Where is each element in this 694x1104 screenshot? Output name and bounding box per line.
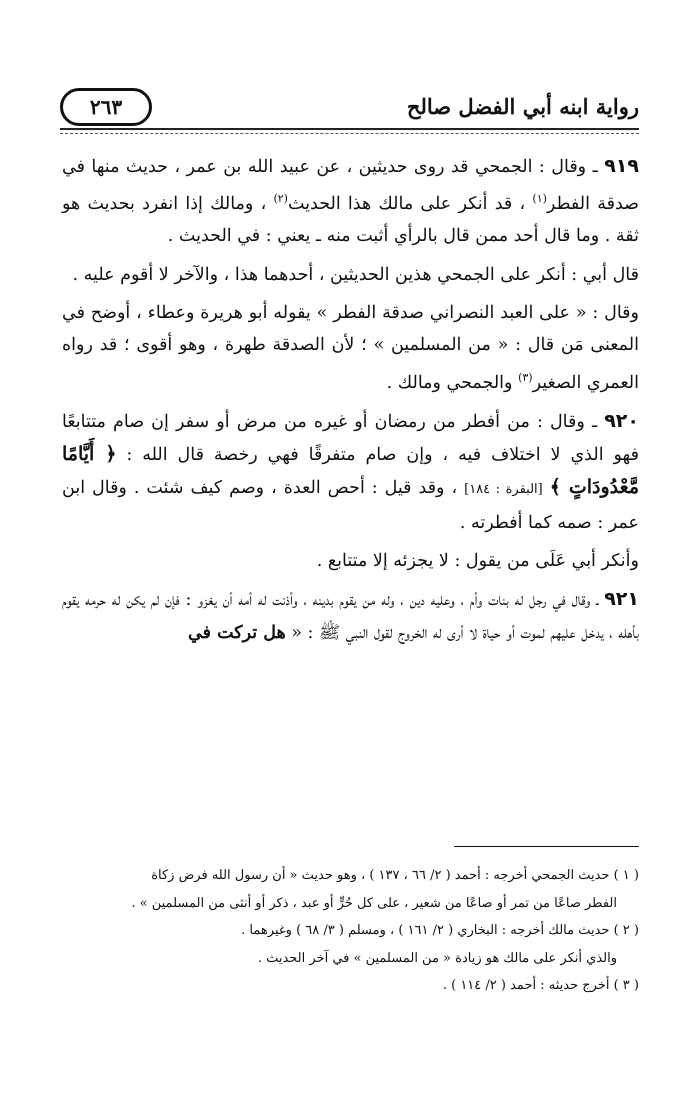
footnote-1: ( ١ ) حديث الجمحي أخرجه : أحمد ( ٢/ ٦٦ ، ١٣٧ ) ، وهو حديث « أن رسول الله فرض زكاة: [151, 868, 639, 883]
text-segment: ـ وقال في رجل له بنات وأم ، وعليه دين ، وله من يقوم بدينه ، وأذنت له أمه أن يغزو : فإن لم يكن له حرمه يقوم بأهله ، يدخل عليهم لموت أو حياة لا أرى له الخروج لقول النبي ﷺ : «: [62, 590, 639, 643]
footnote-3: ( ٣ ) أخرج حديثه : أحمد ( ٢/ ١١٤ ) .: [442, 978, 639, 993]
entry-number: ٩١٩: [604, 155, 639, 177]
main-text: [62, 150, 639, 655]
paragraph-920: [62, 405, 639, 539]
quran-verse: ﴿ أَيَّامًا مَّعْدُودَاتٍ ﴾: [62, 443, 639, 499]
footnote-2: ( ٢ ) حديث مالك أخرجه : البخاري ( ٢/ ١٦١ ) ، ومسلم ( ٣/ ٦٨ ) وغيرهما .: [241, 923, 639, 938]
paragraph-921: [62, 583, 639, 649]
footnote-marker: (١): [532, 192, 547, 206]
text-segment: ، وقد قيل : أحص العدة ، وصم كيف شئت . وقال ابن عمر : صمه كما أفطرته .: [62, 478, 639, 533]
text-segment: والجمحي ومالك .: [386, 372, 513, 393]
paragraph-919-b: قال أبي : أنكر على الجمحي هذين الحديثين ، أحدهما هذا ، والآخر لا أقوم عليه .: [72, 264, 639, 285]
text-segment: ـ وقال : الجمحي قد روى حديثين ، عن عبيد الله بن عمر ، حديث منها في صدقة الفطر: [62, 157, 639, 215]
verse-reference: [البقرة : ١٨٤]: [464, 482, 543, 498]
footnote-2-cont: والذي أنكر على مالك هو زيادة « من المسلمين » في آخر الحديث .: [257, 950, 617, 966]
entry-number: ٩٢١: [604, 588, 639, 611]
page-number: ٢٦٣: [60, 88, 152, 126]
text-segment: ، قد أنكر على مالك هذا الحديث: [287, 194, 526, 215]
paragraph-920-b: وأنكر أبي عَلَى من يقول : لا يجزئه إلا متتابع .: [316, 550, 639, 571]
footnote-marker: (٣): [518, 370, 533, 384]
entry-number: ٩٢٠: [604, 409, 639, 432]
text-segment: ـ وقال : من أفطر من رمضان أو غيره من مرض أو سفر إن صام متتابعًا فهو الذي لا اختلاف فيه ، وإن صام متفرقًا فهي رخصة قال الله :: [62, 411, 639, 466]
footnote-marker: (٢): [273, 192, 288, 206]
page-header: [60, 88, 639, 132]
paragraph-919-c: [62, 297, 639, 399]
header-rule: [60, 128, 639, 134]
running-title: رواية ابنه أبي الفضل صالح: [406, 94, 639, 119]
text-segment: وقال : « على العبد النصراني صدقة الفطر » يقوله أبو هريرة وعطاء ، أوضح في المعنى مَن قال : « من المسلمين » ؛ لأن الصدقة طهرة ، وهو أقوى ؛ قد رواه العمري الصغير: [62, 303, 639, 393]
hadith-quote: هل تركت في: [188, 622, 286, 643]
footnote-1-cont: الفطر صاعًا من تمر أو صاعًا من شعير ، على كل حُرٍّ أو عبد ، ذكر أو أنثى من المسلمين » .: [131, 895, 617, 911]
paragraph-919: [62, 150, 639, 253]
footnotes: [62, 862, 639, 1000]
footnote-rule: [454, 846, 639, 847]
text-segment: ، ومالك إذا انفرد بحديث هو ثقة . وما قال أحد ممن قال بالرأي أثبت منه ـ يعني : في الحديث .: [62, 194, 639, 247]
